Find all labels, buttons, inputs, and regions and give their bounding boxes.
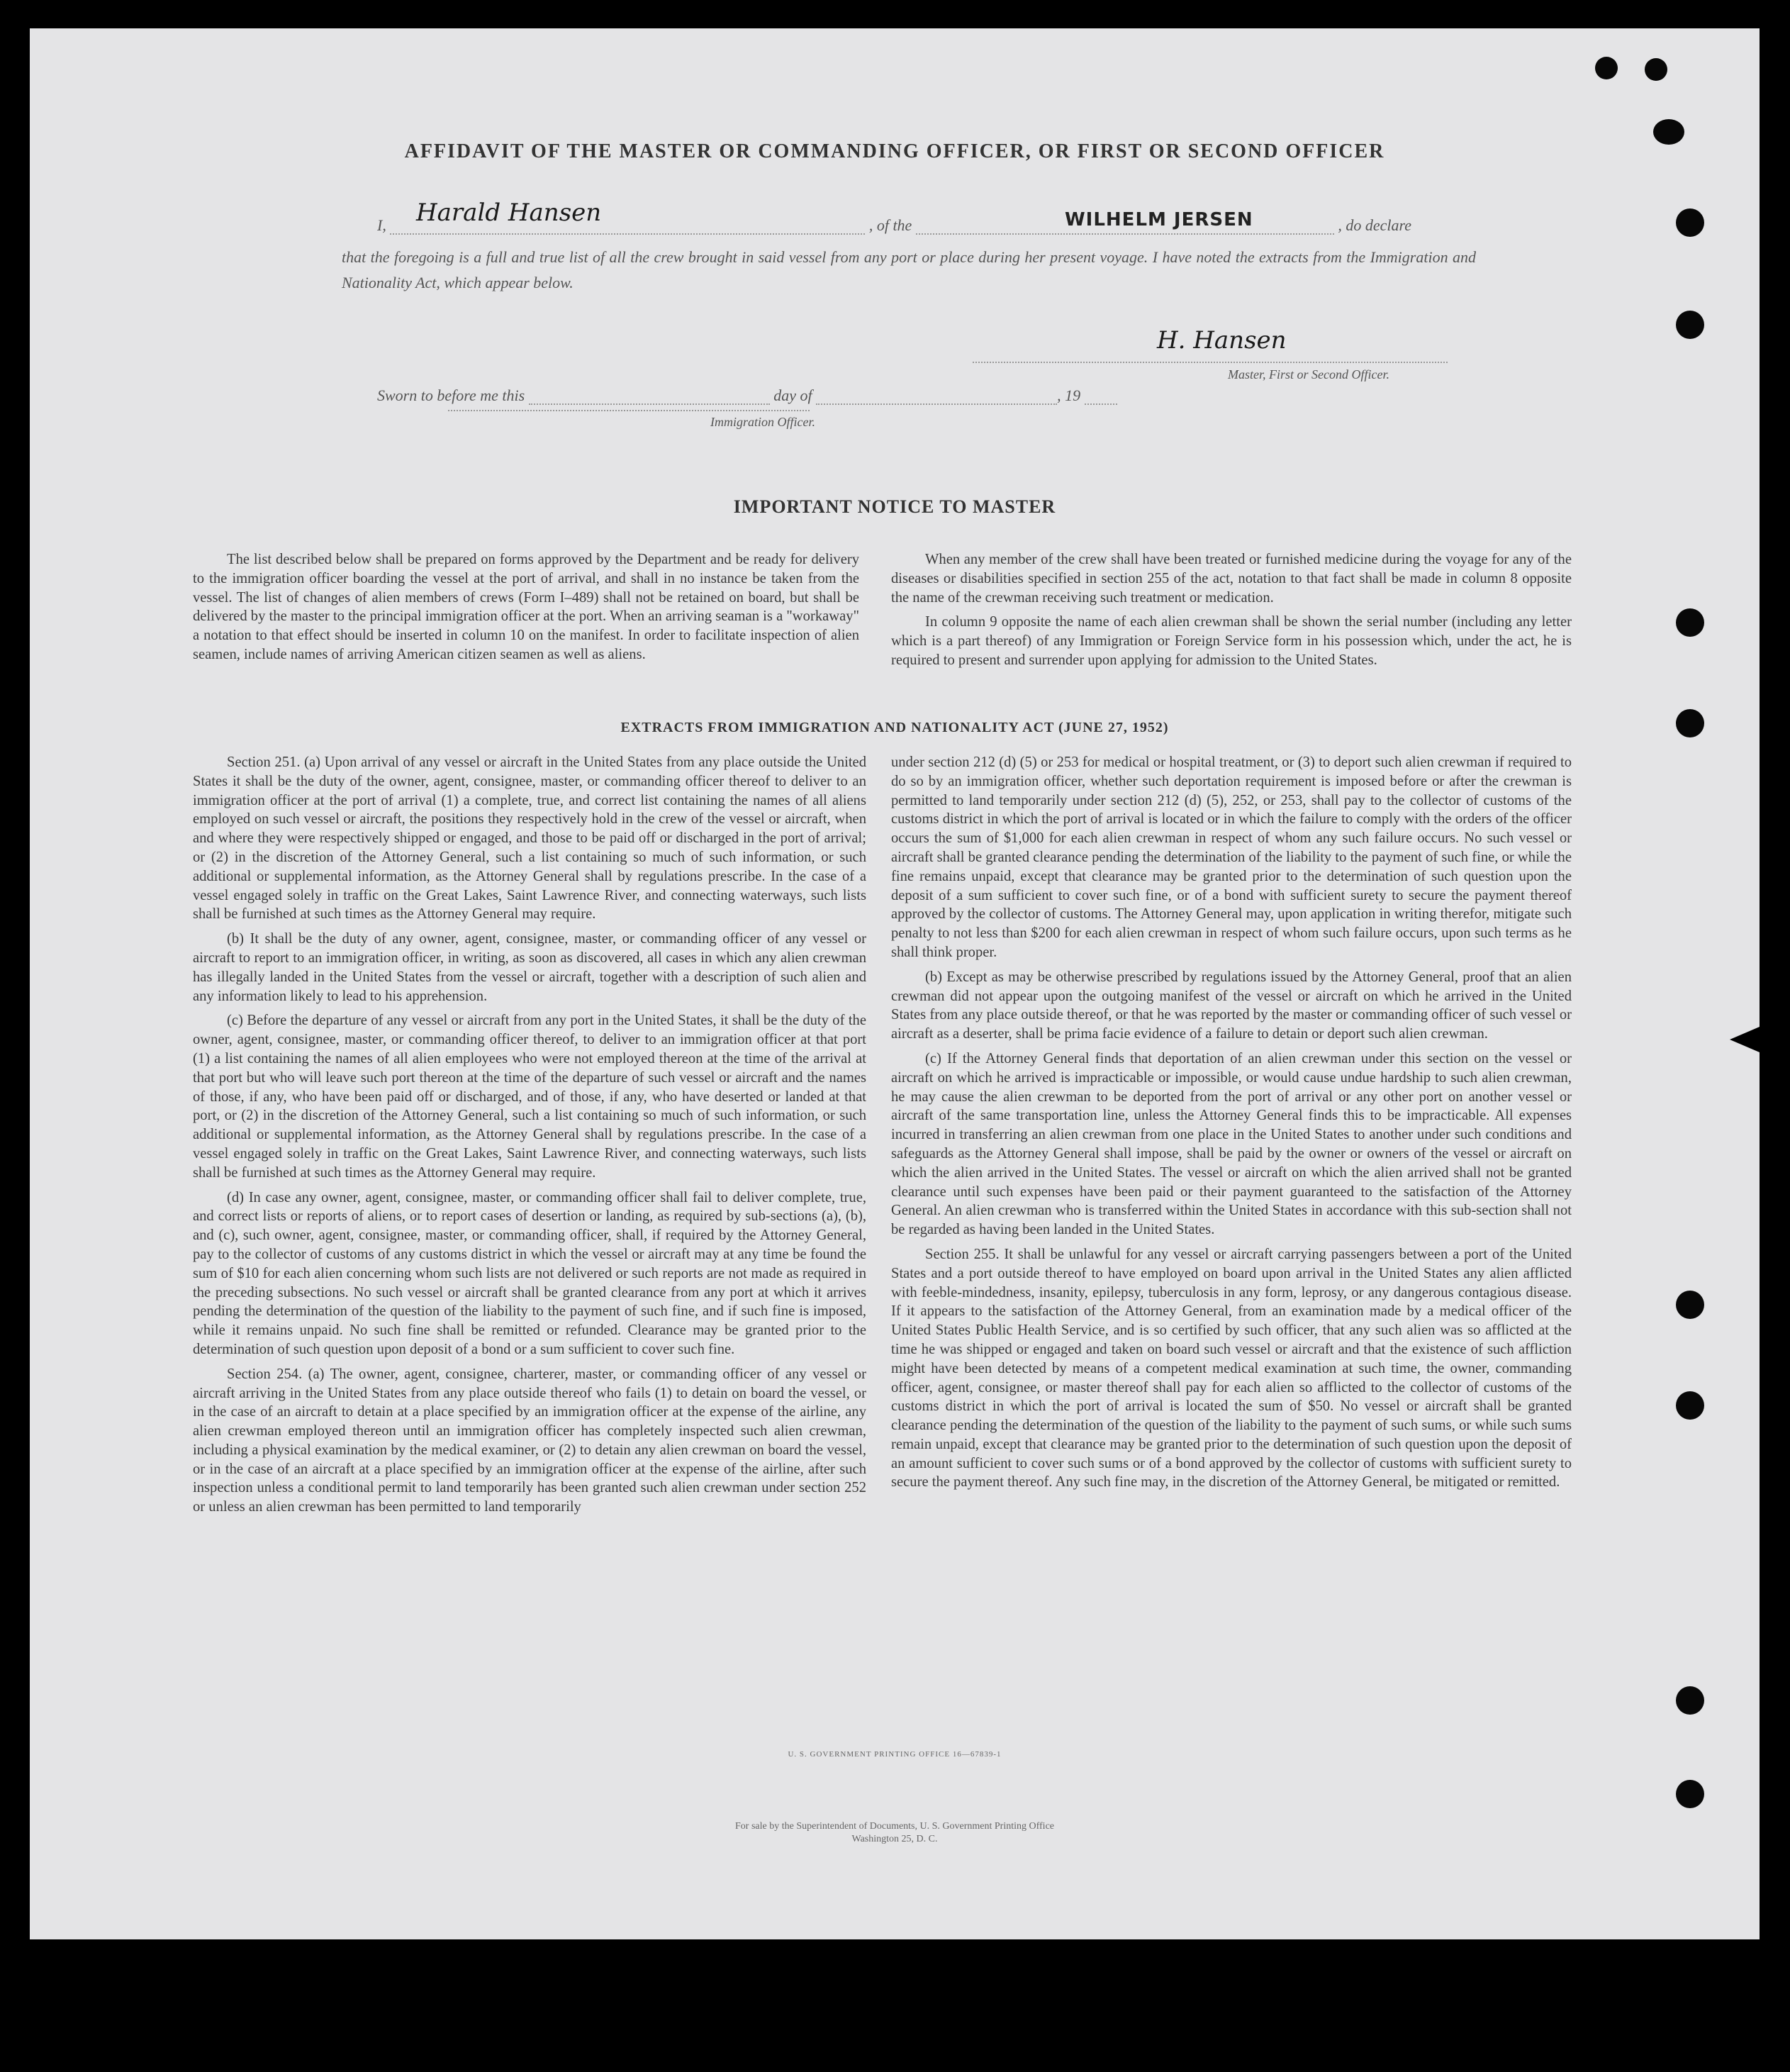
declaration-text: that the foregoing is a full and true list of all the crew brought in said vessel from any port or place during her present voyage. I have noted the extracts from the Immigration and Nationality Act, which appear below. (342, 248, 1476, 291)
notice-title: IMPORTANT NOTICE TO MASTER (733, 496, 1056, 517)
punch-hole (1595, 57, 1618, 79)
declaration-of-the: , of the (868, 216, 912, 234)
declaration-prefix: I, (377, 216, 386, 234)
notice-right-paragraph-2: In column 9 opposite the name of each alien crewman shall be shown the serial number (including any letter which is a part thereof) of any Immigration or Foreign Service form in his possession which, under the act, he is required to present and surrender upon applying for admission to the United States. (891, 614, 1572, 668)
signature-line (973, 362, 1448, 363)
sworn-day-of: day of (773, 386, 812, 404)
section-251-c: (c) Before the departure of any vessel or aircraft from any port in the United States, it shall be the duty of the owner, agent, consignee, master, or commanding officer thereof, to deliver to an immigration officer at that port (1) a list containing the names of all alien employees who were not employed thereon at the time of the arrival at that port but who will leave such port thereon at the time of the departure of such vessel or aircraft and the names of those, if any, who have been paid off or discharged, and of those, if any, who have deserted or landed at that port, or (2) in the discretion of the Attorney General, such a list containing so much of such information, or such additional or supplemental information, as the Attorney General shall by regulations prescribe. In the case of a vessel engaged solely in traffic on the Great Lakes, Saint Lawrence River, and connecting waterways, such lists shall be furnished at such times as the Attorney General may require. (193, 1013, 866, 1181)
punch-hole (1645, 58, 1667, 81)
section-251-a: Section 251. (a) Upon arrival of any vessel or aircraft in the United States from any place outside the United States it shall be the duty of the owner, agent, consignee, master, or commanding officer thereof to deliver to an immigration officer at the port of arrival (1) a complete, true, and correct list containing the names of all aliens employed on such vessel or aircraft, the positions they respectively hold in the crew of the vessel or aircraft, when and where they were respectively shipped or engaged, and those to be paid off or discharged in the port of arrival; or (2) in the discretion of the Attorney General, such a list containing so much of such information, or such additional or supplemental information, as the Attorney General shall by regulations prescribe. In the case of a vessel engaged solely in traffic on the Great Lakes, Saint Lawrence River, and connecting waterways, such lists shall be furnished at such times as the Attorney General may require. (193, 754, 866, 923)
notice-right-column (891, 550, 1572, 676)
punch-hole (1676, 1291, 1704, 1319)
punch-hole (1676, 208, 1704, 237)
section-251-b: (b) It shall be the duty of any owner, agent, consignee, master, or commanding officer of any vessel or aircraft to report to an immigration officer, in writing, as soon as discovered, all cases in which any alien crewman has illegally landed in the United States from the vessel or aircraft, together with a description of such alien and any information likely to lead to his apprehension. (193, 931, 866, 1004)
declaration-do-declare: , do declare (1338, 216, 1411, 234)
signature-caption: Master, First or Second Officer. (1228, 367, 1389, 381)
sworn-year-prefix: , 19 (1057, 386, 1081, 404)
sworn-year-field (1085, 403, 1117, 405)
handwritten-name: Harald Hansen (416, 199, 602, 227)
affidavit-title: AFFIDAVIT OF THE MASTER OR COMMANDING OFFICER, OR FIRST OR SECOND OFFICER (404, 140, 1385, 162)
section-255: Section 255. It shall be unlawful for any vessel or aircraft carrying passengers between a port of the United States and a port outside thereof to have employed on board upon arrival in the United States any alien afflicted with feeble-mindedness, insanity, epilepsy, tuberculosis in any form, leprosy, or any dangerous contagious disease. If it appears to the satisfaction of the Attorney General, from an examination made by a medical officer of the United States Public Health Service, and is so certified by such officer, that any such alien was so afflicted at the time he was shipped or engaged and taken on board such vessel or aircraft and that the existence of such affliction might have been detected by means of a competent medical examination at such time, the owner, commanding officer, agent, consignee, or master thereof shall pay for each alien so afflicted to the collector of customs of the customs district in which the port of arrival is located the sum of $50. No vessel or aircraft shall be granted clearance pending the determination of the question of the liability to the payment of such sums, or while such sums remain unpaid, except that clearance may be granted prior to the determination of such question upon the deposit of an amount sufficient to cover such sums or of a bond approved by the collector of customs with sufficient surety to secure the payment thereof. Any such fine may, in the discretion of the Attorney General, be mitigated or remitted. (891, 1246, 1572, 1491)
vessel-field (916, 233, 1334, 235)
section-254-b: (b) Except as may be otherwise prescribed by regulations issued by the Attorney General, proof that an alien crewman did not appear upon the outgoing manifest of the vessel or aircraft on which he arrived in the United States from any place outside thereof, or that he was reported by the master or commanding officer of such vessel or aircraft as a deserter, shall be prima facie evidence of a failure to detain or deport such alien crewman. (891, 969, 1572, 1042)
sale-line-2: Washington 25, D. C. (851, 1834, 938, 1844)
page-notch (1730, 1027, 1760, 1052)
sale-line-1: For sale by the Superintendent of Documents, U. S. Government Printing Office (735, 1821, 1054, 1832)
punch-hole (1676, 608, 1704, 637)
punch-hole (1676, 1391, 1704, 1420)
notice-right-paragraph-1: When any member of the crew shall have been treated or furnished medicine during the voyage for any of the diseases or disabilities specified in section 255 of the act, notation to that fact shall be made in column 8 opposite the name of the crewman receiving such treatment or medication. (891, 552, 1572, 606)
document-page (30, 28, 1760, 1939)
section-254-c: (c) If the Attorney General finds that deportation of an alien crewman under this section on the vessel or aircraft on which he arrived is impracticable or impossible, or would cause undue hardship to such alien crewman, he may cause the alien crewman to be deported from the port of arrival or any other port on another vessel or aircraft of the same transportation line, unless the Attorney General finds this to be impracticable. All expenses incurred in transferring an alien crewman from one place in the United States to another under such conditions and safeguards as the Attorney General shall impose, shall be paid by the owner or owners of the vessel or aircraft on which the alien arrived in the United States. The vessel or aircraft on which the alien arrived shall not be granted clearance until such expenses have been paid or their payment guaranteed to the satisfaction of the Attorney General. An alien crewman who is transferred within the United States in accordance with this sub-section shall not be regarded as having been landed in the United States. (891, 1050, 1572, 1238)
section-251-d: (d) In case any owner, agent, consignee, master, or commanding officer shall fail to deliver complete, true, and correct lists or reports of aliens, or to report cases of desertion or landing, as required by sub-sections (a), (b), and (c), such owner, agent, consignee, master, or commanding officer, shall, if required by the Attorney General, pay to the collector of customs of any customs district in which the vessel or aircraft may at any time be found the sum of $10 for each alien concerning whom such lists are not delivered or such reports are not made as required in the preceding subsections. No such vessel or aircraft shall be granted clearance from any port at which it arrives pending the determination of the question of the liability to the payment of such fine, and if such fine is imposed, while it remains unpaid. No such fine shall be remitted or refunded. Clearance may be granted prior to the determination of such question upon deposit of a bond or a sum sufficient to cover such fine. (193, 1189, 866, 1357)
notice-left-paragraph: The list described below shall be prepared on forms approved by the Department and be ready for delivery to the immigration officer boarding the vessel at the port of arrival, and shall in no instance be taken from the vessel. The list of changes of alien members of crews (Form I–489) shall not be retained on board, but shall be delivered by the master to the principal immigration officer at the port. When an arriving seaman is a "workaway" a notation to that effect should be inserted in column 10 on the manifest. In order to facilitate inspection of alien seamen, include names of arriving American citizen seamen as well as aliens. (193, 552, 859, 662)
extracts-right-column (891, 753, 1572, 1498)
notice-left-column (193, 550, 859, 670)
section-254-a: Section 254. (a) The owner, agent, consignee, charterer, master, or commanding officer of any vessel or aircraft arriving in the United States from any place outside thereof who fails (1) to detain on board the vessel, or in the case of an aircraft to detain at a place specified by an immigration officer at the expense of the airline, any alien crewman employed thereon until an immigration officer has completely inspected such alien crewman, including a physical examination by the medical examiner, or (2) to detain any alien crewman on board the vessel, or in the case of an aircraft at a place specified by an immigration officer at the expense of the airline, after such inspection unless a conditional permit to land temporarily has been granted such alien crewman under section 252 or unless an alien crewman has been permitted to land temporarily (193, 1366, 866, 1515)
extracts-left-column (193, 753, 866, 1522)
punch-hole (1676, 1780, 1704, 1808)
sworn-month-field (816, 403, 1057, 405)
handwritten-signature: H. Hansen (1157, 326, 1287, 355)
punch-hole (1676, 311, 1704, 339)
sworn-text: Sworn to before me this (377, 386, 525, 404)
extracts-title: EXTRACTS FROM IMMIGRATION AND NATIONALITY ACT (JUNE 27, 1952) (620, 720, 1169, 735)
section-254-a-continued: under section 212 (d) (5) or 253 for medical or hospital treatment, or (3) to deport such alien crewman if required to do so by an immigration officer, whether such deportation requirement is imposed before or after the crewman is permitted to land temporarily under section 212 (d) (5), 252, or 253, shall pay to the collector of customs of the customs district in which the port of arrival is located or in which the failure to comply with the orders of the officer occurs the sum of $1,000 for each alien crewman in respect of whom any such failure occurs. No such vessel or aircraft shall be granted clearance pending the determination of the liability to the payment of such fine, or while the fine remains unpaid, except that clearance may be granted prior to the determination of such question upon the deposit of a sum sufficient to cover such fine, or of a bond with sufficient surety to secure the payment thereof approved by the collector of customs. The Attorney General may, upon application in writing therefor, mitigate such penalty to not less than $200 for each alien crewman in respect of whom such failure occurs, upon such terms as he shall think proper. (891, 754, 1572, 960)
immigration-officer-line (448, 410, 810, 411)
punch-hole (1676, 1686, 1704, 1715)
name-field (390, 233, 865, 235)
printing-office-line: U. S. GOVERNMENT PRINTING OFFICE 16—67839-1 (788, 1750, 1002, 1759)
sworn-line (377, 386, 1117, 405)
sworn-day-field (529, 403, 770, 405)
immigration-officer-caption: Immigration Officer. (710, 415, 815, 429)
vessel-name-stamp: WILHELM JERSEN (1065, 209, 1253, 230)
